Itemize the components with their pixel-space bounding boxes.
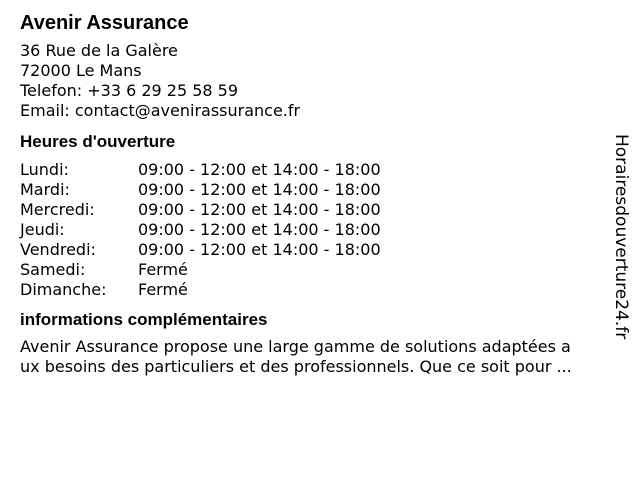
hours-table [20, 160, 620, 300]
hours-row [20, 180, 620, 200]
info-line: ux besoins des particuliers et des professionnels. Que ce soit pour ... [20, 357, 572, 376]
email-line: Email: contact@avenirassurance.fr [20, 101, 301, 120]
contact-block [20, 41, 620, 121]
hours-row [20, 280, 620, 300]
info-description [20, 337, 620, 377]
hours-row [20, 220, 620, 240]
hours-time: Fermé [138, 280, 188, 299]
business-card [20, 10, 620, 377]
hours-time: 09:00 - 12:00 et 14:00 - 18:00 [138, 180, 381, 199]
info-line: Avenir Assurance propose une large gamme de solutions adaptées a [20, 337, 571, 356]
info-heading: informations complémentaires [20, 310, 268, 329]
business-name: Avenir Assurance [20, 12, 189, 34]
hours-day: Mardi: [20, 180, 70, 199]
hours-day: Jeudi: [20, 220, 65, 239]
hours-heading: Heures d'ouverture [20, 132, 176, 151]
hours-day: Vendredi: [20, 240, 96, 259]
site-watermark: Horairesdouverture24.fr [611, 134, 631, 340]
hours-day: Lundi: [20, 160, 69, 179]
hours-time: 09:00 - 12:00 et 14:00 - 18:00 [138, 220, 381, 239]
hours-row [20, 200, 620, 220]
hours-time: 09:00 - 12:00 et 14:00 - 18:00 [138, 160, 381, 179]
hours-row [20, 160, 620, 180]
hours-day: Dimanche: [20, 280, 107, 299]
address-street: 36 Rue de la Galère [20, 41, 178, 60]
hours-time: Fermé [138, 260, 188, 279]
hours-day: Samedi: [20, 260, 86, 279]
phone-line: Telefon: +33 6 29 25 58 59 [20, 81, 239, 100]
address-city: 72000 Le Mans [20, 61, 142, 80]
hours-day: Mercredi: [20, 200, 95, 219]
hours-time: 09:00 - 12:00 et 14:00 - 18:00 [138, 240, 381, 259]
hours-time: 09:00 - 12:00 et 14:00 - 18:00 [138, 200, 381, 219]
hours-row [20, 240, 620, 260]
hours-row [20, 260, 620, 280]
